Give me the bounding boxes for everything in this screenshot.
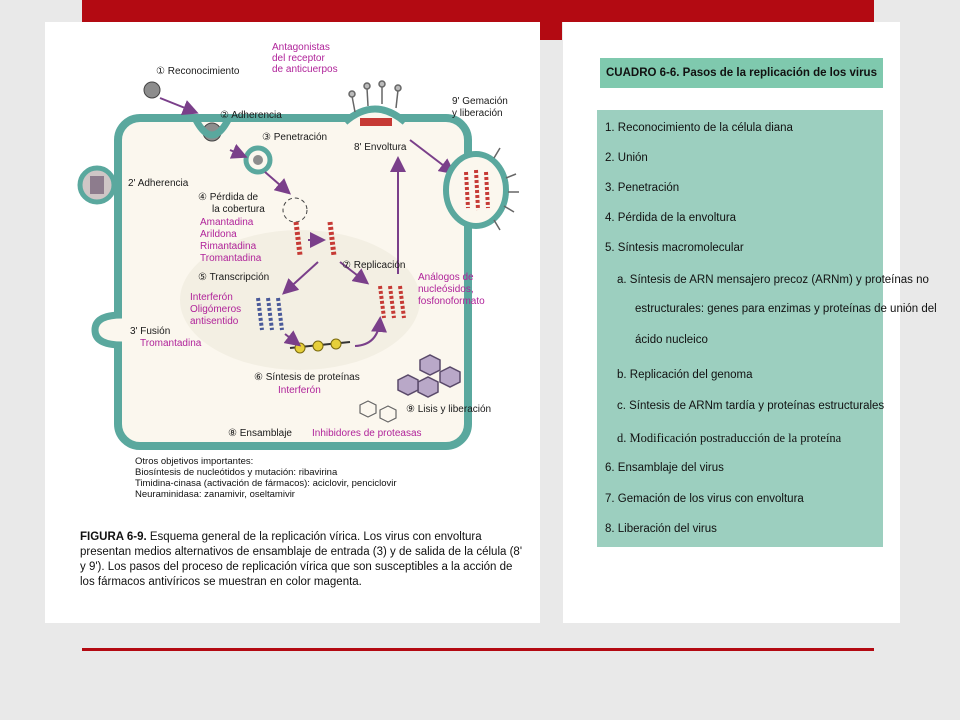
table-row: 2. Unión	[605, 152, 648, 164]
table-row: 8. Liberación del virus	[605, 523, 717, 535]
drug-arildona: Arildona	[200, 229, 237, 240]
replication-diagram	[45, 22, 540, 452]
table-row: a. Síntesis de ARN mensajero precoz (ARNm) y proteínas no	[617, 274, 929, 286]
table-row: 5. Síntesis macromolecular	[605, 242, 744, 254]
caption-text: Esquema general de la replicación vírica. Los virus con envoltura presentan medios alternativos de ensamblaje de entrada (3) y de salida de la célula (8' y 9'). Los pasos del proceso de replicación vírica que son susceptibles a la acción de los fármacos antivíricos se muestran en color magenta.	[80, 531, 523, 588]
step-recognition-label: ① Reconocimiento	[156, 66, 240, 77]
table-row: 3. Penetración	[605, 182, 680, 194]
table-row: 1. Reconocimiento de la célula diana	[605, 122, 793, 134]
drug-tromantadina: Tromantadina	[200, 253, 262, 264]
step-budding-label-2: y liberación	[452, 108, 503, 119]
step-protein-synthesis-label: ⑥ Síntesis de proteínas	[254, 372, 360, 383]
matrix-protein	[360, 118, 392, 126]
drug-antagonist-3: de anticuerpos	[272, 64, 338, 75]
step-assembly-label: ⑧ Ensamblaje	[228, 428, 292, 439]
step-budding-label-1: 9' Gemación	[452, 96, 508, 107]
budding-virion	[446, 154, 506, 226]
caption-label: FIGURA 6-9.	[80, 531, 147, 543]
table-row: 4. Pérdida de la envoltura	[605, 212, 737, 224]
table-row: ácido nucleico	[635, 334, 708, 346]
step-penetration-label: ③ Penetración	[262, 132, 328, 143]
drug-rimantadina: Rimantadina	[200, 241, 257, 252]
figure-caption	[80, 530, 530, 590]
drug-protease-inhibitors: Inhibidores de proteasas	[312, 428, 422, 439]
drug-foscarnet: fosfonoformato	[418, 296, 485, 307]
virus-in-vesicle	[253, 155, 263, 165]
drug-antagonist-1: Antagonistas	[272, 42, 330, 53]
step-lysis-label: ⑨ Lisis y liberación	[406, 404, 492, 415]
fusion-site	[95, 315, 122, 345]
step-fusion-label: 3' Fusión	[130, 326, 171, 337]
table-row: estructurales: genes para enzimas y proteínas de unión del	[635, 303, 937, 315]
top-accent-tab	[540, 22, 562, 40]
top-accent-bar	[82, 0, 874, 22]
arrow	[160, 98, 195, 112]
drug-analogos-1: Análogos de	[418, 272, 474, 283]
notes-line: Biosíntesis de nucleótidos y mutación: ribavirina	[135, 467, 338, 478]
virus-particle	[144, 82, 160, 98]
drug-tromantadina-fusion: Tromantadina	[140, 338, 202, 349]
notes-line: Timidina-cinasa (activación de fármacos): aciclovir, penciclovir	[135, 478, 397, 489]
step-adhesion-label: ② Adherencia	[220, 110, 282, 121]
table-title: CUADRO 6-6. Pasos de la replicación de los virus	[600, 58, 883, 88]
drug-analogos-2: nucleósidos,	[418, 284, 474, 295]
table-row: 6. Ensamblaje del virus	[605, 462, 724, 474]
bottom-accent-line	[82, 648, 874, 651]
drug-antagonist-2: del receptor	[272, 53, 325, 64]
drug-interferon-2: Interferón	[278, 385, 321, 396]
virion-core	[90, 176, 104, 194]
drug-antisentido: antisentido	[190, 316, 239, 327]
step-uncoating-label-2: la cobertura	[212, 204, 265, 215]
drug-oligomeros: Oligómeros	[190, 304, 242, 315]
table-row: c. Síntesis de ARNm tardía y proteínas estructurales	[617, 400, 885, 412]
other-targets-notes	[135, 456, 397, 500]
notes-line: Otros objetivos importantes:	[135, 456, 254, 467]
table-row: 7. Gemación de los virus con envoltura	[605, 493, 804, 505]
table-row: b. Replicación del genoma	[617, 369, 753, 381]
table-row: d. Modificación postraducción de la proteína	[617, 431, 842, 445]
step-transcription-label: ⑤ Transcripción	[198, 272, 270, 283]
steps-table	[597, 110, 937, 547]
step-adhesion2-label: 2' Adherencia	[128, 178, 189, 189]
step-replication-label: ⑦ Replicación	[342, 260, 406, 271]
drug-interferon: Interferón	[190, 292, 233, 303]
step-uncoating-label-1: ④ Pérdida de	[198, 192, 259, 203]
step-envelope-label: 8' Envoltura	[354, 142, 407, 153]
drug-amantadina: Amantadina	[200, 217, 254, 228]
notes-line: Neuraminidasa: zanamivir, oseltamivir	[135, 489, 295, 500]
